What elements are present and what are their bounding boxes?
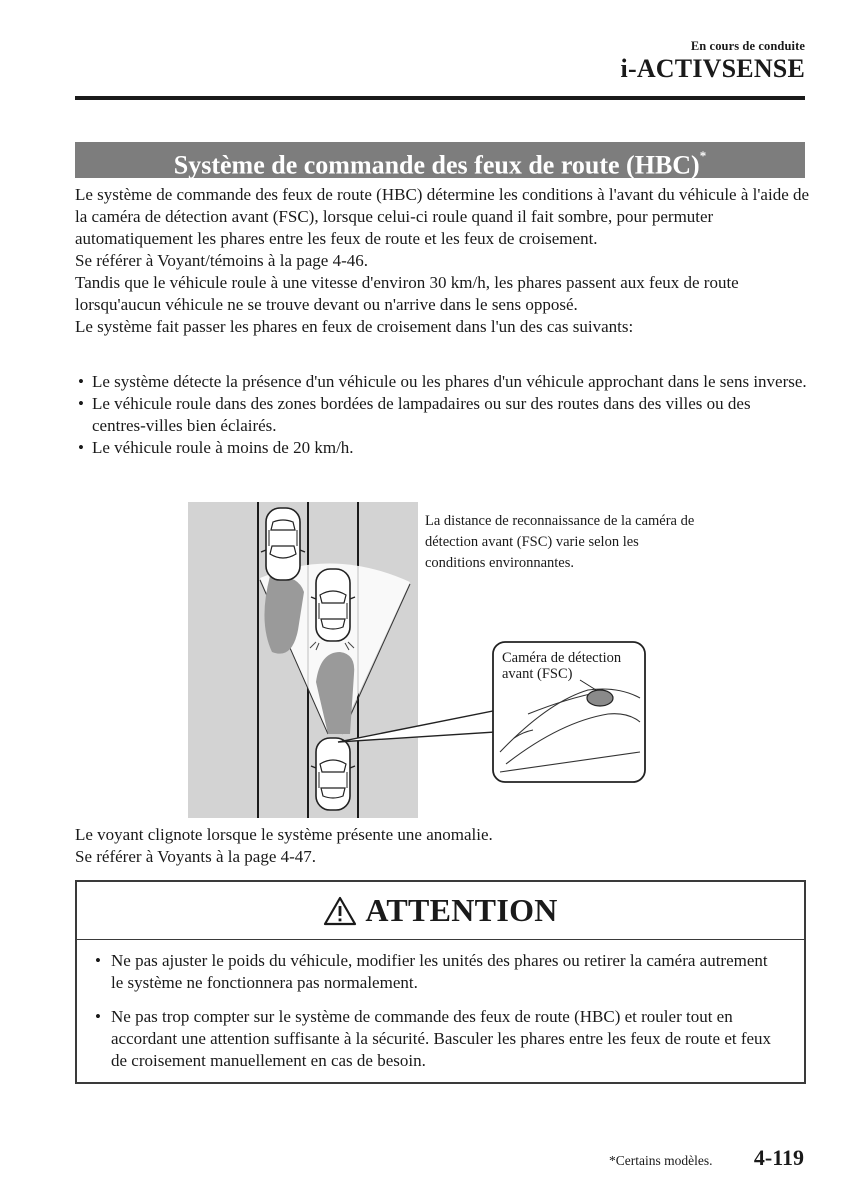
paragraph-reference: Se référer à Voyant/témoins à la page 4-46. xyxy=(75,251,368,270)
header-section: En cours de conduite xyxy=(690,39,805,53)
paragraph: Tandis que le véhicule roule à une vitesse d'environ 30 km/h, les phares passent aux feux de route lorsqu'aucun véhicule ne se trouve devant ou n'arrive dans le sens opposé. xyxy=(75,273,739,314)
attention-header xyxy=(77,882,804,940)
oncoming-car-icon xyxy=(261,508,305,580)
footnote: *Certains modèles. xyxy=(609,1153,713,1168)
attention-list xyxy=(77,940,804,1072)
attention-box xyxy=(75,880,806,1084)
preceding-car-icon xyxy=(311,569,355,641)
bullet-icon: • xyxy=(95,951,101,970)
paragraph: Le système de commande des feux de route (HBC) détermine les conditions à l'avant du véhicule à l'aide de la caméra de détection avant (FSC), lorsque celui-ci roule quand il fait sombre, pour permuter automatiquement les phares entre les feux de route et les feux de croisement. xyxy=(75,185,810,248)
section-title: Système de commande des feux de route (HBC) xyxy=(173,150,700,180)
page-number: 4-119 xyxy=(753,1145,804,1170)
header-rule xyxy=(75,96,805,100)
camera-caption-line1: Caméra de détection xyxy=(502,650,622,666)
paragraph: Le voyant clignote lorsque le système présente une anomalie. xyxy=(75,825,493,844)
list-item: • Ne pas ajuster le poids du véhicule, modifier les unités des phares ou retirer la caméra autrement le système ne fonctionnera pas normalement. xyxy=(95,951,768,992)
own-car-icon xyxy=(311,738,355,810)
attention-title: ATTENTION xyxy=(365,892,558,928)
bullet-icon: • xyxy=(78,438,84,457)
section-title-bar xyxy=(75,142,805,178)
section-title-mark: * xyxy=(699,148,707,163)
bullet-list xyxy=(78,371,808,459)
range-caption: La distance de reconnaissance de la caméra de détection avant (FSC) varie selon les conditions environnantes. xyxy=(425,513,695,571)
list-item: • Le véhicule roule dans des zones bordées de lampadaires ou sur des routes dans des villes ou des centres-villes bien éclairés. xyxy=(78,394,751,435)
list-item: • Ne pas trop compter sur le système de commande des feux de route (HBC) et rouler tout en accordant une attention suffisante à la sécurité. Basculer les phares entre les feux de route et feux de croisement manuellement en cas de besoin. xyxy=(95,1007,772,1070)
warning-triangle-icon xyxy=(323,896,357,926)
camera-icon xyxy=(587,690,613,706)
bullet-icon: • xyxy=(78,372,84,391)
paragraph-reference: Se référer à Voyants à la page 4-47. xyxy=(75,847,317,866)
bullet-icon: • xyxy=(95,1007,101,1026)
intro-text xyxy=(75,184,810,338)
paragraph: Le système fait passer les phares en feux de croisement dans l'un des cas suivants: xyxy=(75,317,634,336)
bullet-icon: • xyxy=(78,394,84,413)
malfunction-text xyxy=(75,824,810,868)
list-item: • Le véhicule roule à moins de 20 km/h. xyxy=(78,438,354,457)
camera-caption-line2: avant (FSC) xyxy=(502,666,573,682)
list-item: • Le système détecte la présence d'un véhicule ou les phares d'un véhicule approchant dans le sens inverse. xyxy=(78,372,807,391)
header-chapter: i-ACTIVSENSE xyxy=(620,54,805,83)
